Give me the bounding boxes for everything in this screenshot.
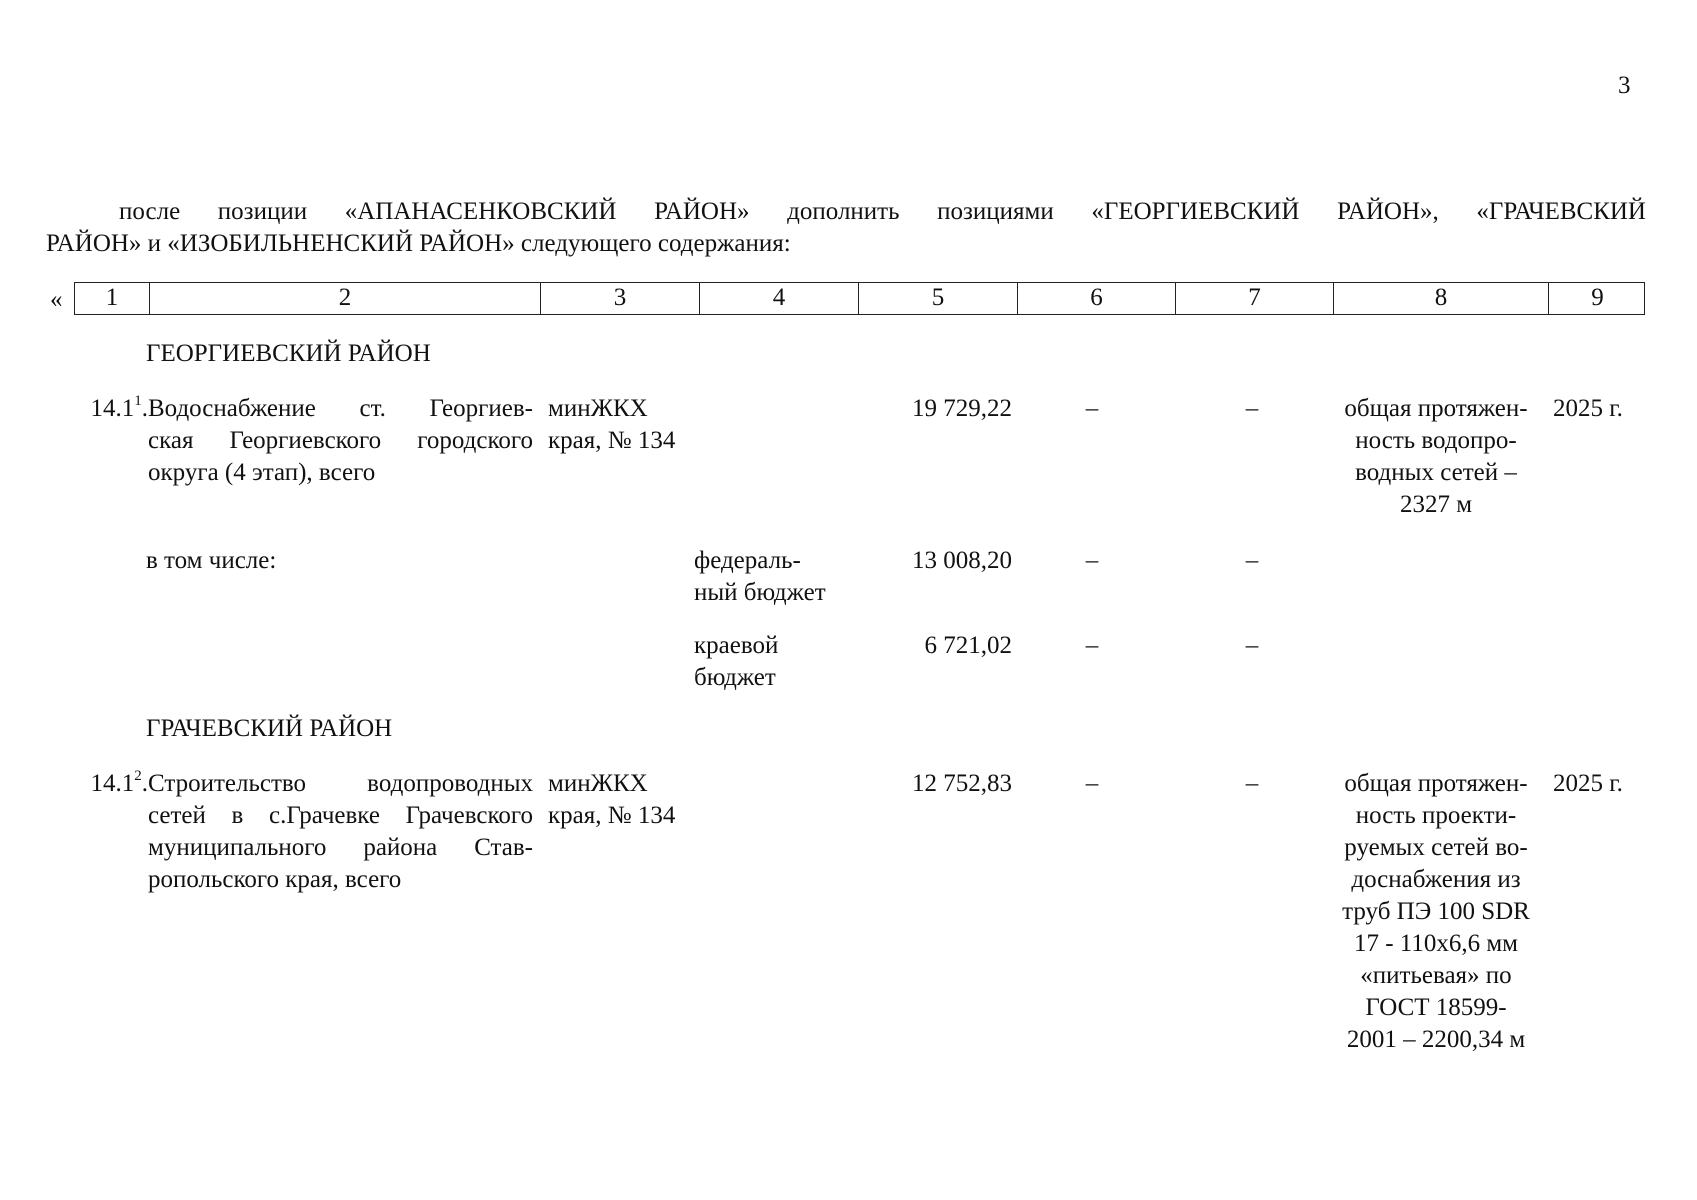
item-year: 2025 г. [1553, 395, 1623, 422]
intro-line-1: после позиции «АПАНАСЕНКОВСКИЙ РАЙОН» дополнить позициями «ГЕОРГИЕВСКИЙ РАЙОН», «ГРАЧЕВСКИЙ [119, 198, 1646, 225]
header-col-8: 8 [1333, 283, 1548, 314]
header-col-3: 3 [540, 283, 699, 314]
including-label: в том числе: [146, 547, 277, 574]
intro-paragraph [46, 196, 1646, 260]
header-col-4: 4 [699, 283, 858, 314]
item-executor: минЖКХ края, № 134 [548, 770, 676, 829]
header-col-6: 6 [1017, 283, 1175, 314]
funding-source-col7-dash: – [1245, 632, 1259, 659]
header-col-5: 5 [858, 283, 1017, 314]
open-quote-mark: « [50, 286, 63, 313]
item-executor: минЖКХ края, № 134 [548, 395, 676, 454]
district-heading-georgievsky: ГЕОРГИЕВСКИЙ РАЙОН [146, 340, 431, 367]
funding-source-name: краевой бюджет [694, 632, 779, 691]
header-col-7: 7 [1175, 283, 1333, 314]
item-col6-dash: – [1085, 395, 1099, 422]
item-result-indicator: общая протяжен- ность водопро- водных сетей – 2327 м [1344, 395, 1528, 518]
item-total-amount: 19 729,22 [912, 395, 1012, 422]
funding-source-col6-dash: – [1085, 547, 1099, 574]
item-description: Строительство водопроводных сетей в с.Грачевке Грачевского муниципального района Став- ропольского края, всего [148, 770, 533, 893]
intro-line-2: РАЙОН» и «ИЗОБИЛЬНЕНСКИЙ РАЙОН» следующего содержания: [46, 230, 791, 257]
item-col6-dash: – [1085, 770, 1099, 797]
page-number: 3 [1618, 72, 1631, 99]
item-number: 14.1$^2$. [90, 767, 148, 797]
header-col-2: 2 [149, 283, 540, 314]
funding-source-amount: 6 721,02 [924, 632, 1012, 659]
item-col7-dash: – [1245, 395, 1259, 422]
table-header-row [74, 282, 1645, 315]
item-number: 14.1$^1$. [90, 392, 148, 422]
funding-source-col7-dash: – [1245, 547, 1259, 574]
funding-source-col6-dash: – [1085, 632, 1099, 659]
item-description: Водоснабжение ст. Георгиев- ская Георгиевского городского округа (4 этап), всего [148, 395, 533, 486]
item-year: 2025 г. [1553, 770, 1623, 797]
header-col-1: 1 [105, 284, 119, 311]
header-col-9: 9 [1548, 283, 1646, 314]
item-total-amount: 12 752,83 [912, 770, 1012, 797]
district-heading-grachevsky: ГРАЧЕВСКИЙ РАЙОН [146, 715, 393, 742]
funding-source-amount: 13 008,20 [912, 547, 1012, 574]
funding-source-name: федераль- ный бюджет [694, 547, 826, 606]
item-result-indicator: общая протяжен- ность проекти- руемых сетей во- доснабжения из труб ПЭ 100 SDR 17 - 110х6,6 мм «питьевая» по ГОСТ 18599- 2001 – 2200,34 м [1342, 770, 1530, 1053]
item-col7-dash: – [1245, 770, 1259, 797]
